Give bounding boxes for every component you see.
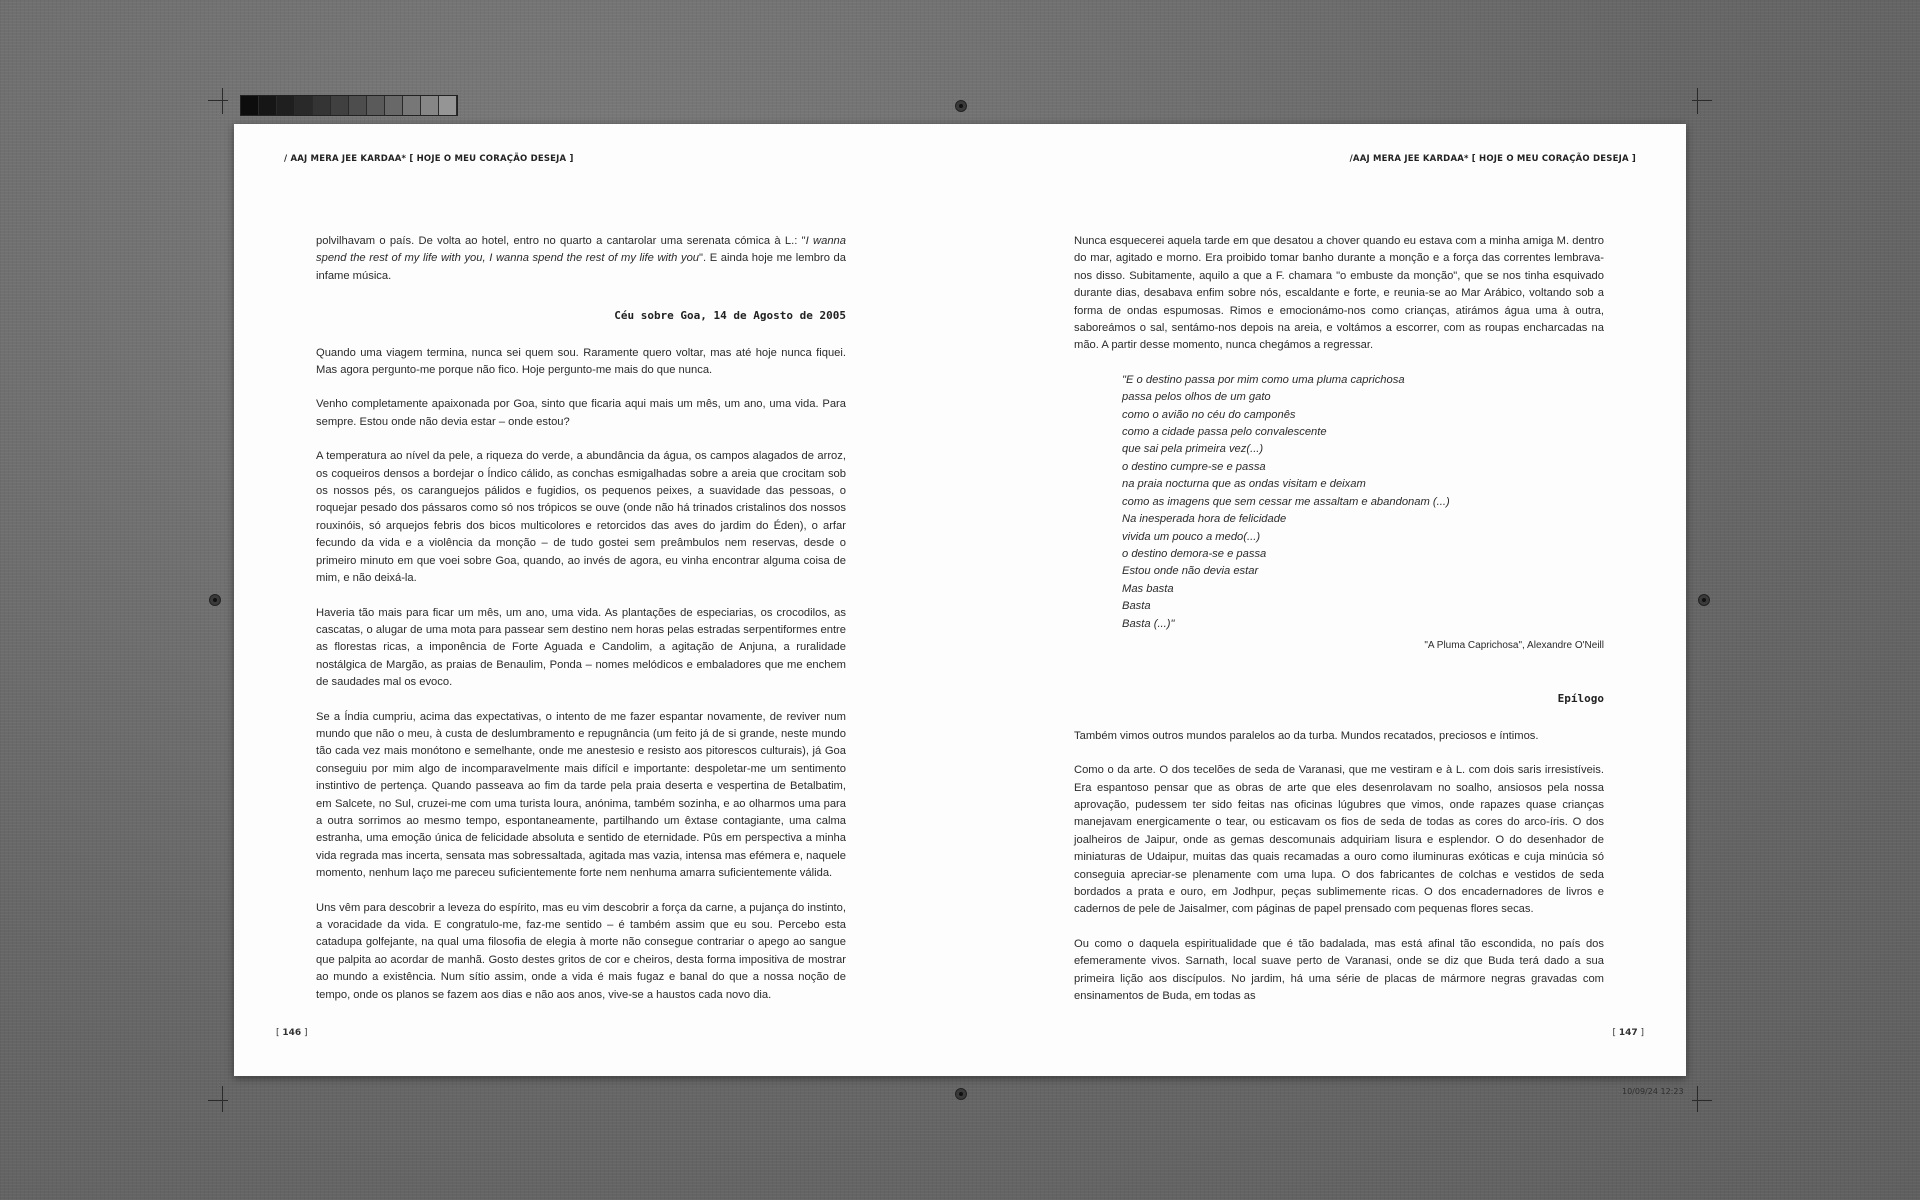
- color-swatch: [367, 96, 385, 115]
- poem-quote: [1122, 372, 1604, 633]
- poem-line: "E o destino passa por mim como uma pluma caprichosa: [1122, 373, 1405, 386]
- paragraph: A temperatura ao nível da pele, a riqueza do verde, a abundância da água, os campos alagados de arroz, os coqueiros densos a bordejar o Índico cálido, as conchas esmigalhadas sobre a areia que crocitam sob os nossos pés, os caranguejos pálidos e fugidios, os pequenos peixes, a suavidade das pessoas, o roquejar pesado dos pássaros como só nos trópicos se ouve (onde não há trinados cristalinos dos nossos rouxinóis, só arquejos febris dos bicos multicolores e retorcidos das aves do jardim do Éden), o arfar fecundo da vida e a violência da monção – de tudo gostei sem preâmbulos nem reservas, desde o primeiro minuto em que voei sobre Goa, quando, ao invés de agora, eu vinha encontrar alguma coisa de mim, e não deixá-la.: [316, 450, 846, 585]
- poem-line: o destino cumpre-se e passa: [1122, 460, 1266, 473]
- crop-mark: [1692, 100, 1712, 101]
- page-number-left: [ 146 ]: [276, 1028, 308, 1038]
- crop-mark: [222, 88, 223, 114]
- poem-line: vivida um pouco a medo(...): [1122, 530, 1261, 543]
- poem-line: Basta (...)": [1122, 617, 1175, 630]
- crop-mark: [1697, 88, 1698, 114]
- color-swatch: [439, 96, 457, 115]
- color-swatch: [403, 96, 421, 115]
- page-number-right: [ 147 ]: [1612, 1028, 1644, 1038]
- poem-line: na praia nocturna que as ondas visitam e deixam: [1122, 478, 1366, 491]
- running-head-left: / AAJ MERA JEE KARDAA* [ HOJE O MEU CORAÇÃO DESEJA ]: [284, 154, 574, 164]
- paragraph: Nunca esquecerei aquela tarde em que desatou a chover quando eu estava com a minha amiga M. dentro do mar, agitado e morno. Era proibido tomar banho durante a monção e a força das correntes lembrava-nos disso. Subitamente, aquilo a que a F. chamara "o embuste da monção", que se nos tinha esquivado durante dias, desabava enfim sobre nós, escaldante e forte, e reunia-se ao Mar Arábico, voltando sob a forma de ondas espumosas. Rimos e emocionámo-nos como crianças, atirámos água uma à outra, saboreámos o sal, sentámo-nos depois na areia, e voltámos a escorrer, com as roupas encharcadas na mão. A partir desse momento, nunca chegámos a regressar.: [1074, 235, 1604, 352]
- paragraph: Ou como o daquela espiritualidade que é tão badalada, mas está afinal tão escondida, no país dos efemeramente vivos. Sarnath, local suave perto de Varanasi, onde se diz que Buda terá dado a sua primeira lição aos discípulos. No jardim, há uma série de placas de mármore negras gravadas com ensinamentos de Buda, em todas as: [1074, 937, 1604, 1003]
- color-swatch: [277, 96, 295, 115]
- crop-mark: [1697, 1086, 1698, 1112]
- paragraph: Como o da arte. O dos tecelões de seda de Varanasi, que me vestiram e à L. com dois saris irresistíveis. Era espantoso pensar que as obras de arte que eles desenrolavam no soalho, ansiosos pela nossa aprovação, pudessem ter sido feitas nas oficinas lúgubres que vimos, onde rapazes quase crianças manejavam energicamente o tear, ou esticavam os fios de seda de todas as cores do arco-íris. O dos joalheiros de Jaipur, onde as gemas descomunais adquiriam lisura e esplendor. O do desenhador de miniaturas de Udaipur, muitas das quais recamadas a ouro como iluminuras exóticas e cuja minúcia só conseguia apreciar-se plenamente com uma lupa. O dos fabricantes de colchas e vestidos de seda bordados a prata e ouro, em Jodhpur, peças sublimemente ricas. O dos encadernadores de livros e cadernos de pele de Jaisalmer, com páginas de papel prensado com pequenas flores secas.: [1074, 764, 1604, 916]
- poem-line: Basta: [1122, 600, 1151, 613]
- registration-mark-icon: [955, 1088, 967, 1100]
- registration-mark-icon: [955, 100, 967, 112]
- poem-line: passa pelos olhos de um gato: [1122, 391, 1271, 404]
- poem-line: como a cidade passa pelo convalescente: [1122, 426, 1327, 439]
- registration-mark-icon: [209, 594, 221, 606]
- poem-line: como as imagens que sem cessar me assaltam e abandonam (...): [1122, 495, 1450, 508]
- poem-line: como o avião no céu do camponês: [1122, 408, 1296, 421]
- color-swatch: [349, 96, 367, 115]
- left-page-body: [316, 233, 846, 1021]
- color-swatch: [259, 96, 277, 115]
- registration-mark-icon: [1698, 594, 1710, 606]
- poem-line: Estou onde não devia estar: [1122, 565, 1259, 578]
- crop-mark: [208, 1100, 228, 1101]
- color-swatch: [241, 96, 259, 115]
- color-swatch: [421, 96, 439, 115]
- section-heading: Céu sobre Goa, 14 de Agosto de 2005: [614, 309, 846, 323]
- paragraph: Se a Índia cumpriu, acima das expectativas, o intento de me fazer espantar novamente, de reviver num mundo que não o meu, à custa de deslumbramento e repugnância (um feito já de si grande, neste mundo tão cada vez mais monótono e semelhante, onde me anestesio e resisto aos pitorescos culturais), já Goa conseguiu por mim algo de incomparavelmente mais difícil e importante: despoletar-me um sentimento instintivo de pertença. Quando passeava ao fim da tarde pela praia deserta e vespertina de Betalbatim, em Salcete, no Sul, cruzei-me com uma turista loura, anónima, também sozinha, e ao olharmos uma para a outra sorrimos ao mesmo tempo, espontaneamente, partilhando um êxtase contagiante, uma calma estranha, uma emoção única de felicidade absoluta e sentido de eternidade. Pûs em perspectiva a minha vida regrada mas incerta, sensata mas sobressaltada, agitada mas vazia, intensa mas efémera e, naquele momento, nenhum laço me pareceu suficientemente forte nem nenhuma amarra suficientemente válida.: [316, 710, 846, 880]
- crop-mark: [1692, 1100, 1712, 1101]
- right-page-body: [1074, 233, 1604, 1022]
- color-swatch: [313, 96, 331, 115]
- paragraph: Também vimos outros mundos paralelos ao da turba. Mundos recatados, preciosos e íntimos.: [1074, 729, 1539, 742]
- color-swatch: [385, 96, 403, 115]
- running-head-right: /AAJ MERA JEE KARDAA* [ HOJE O MEU CORAÇÃO DESEJA ]: [1349, 154, 1636, 164]
- paragraph: Quando uma viagem termina, nunca sei quem sou. Raramente quero voltar, mas até hoje nunca fiquei. Mas agora pergunto-me porque não fico. Hoje pergunto-me mais do que nunca.: [316, 346, 846, 377]
- crop-mark: [208, 100, 228, 101]
- crop-mark: [222, 1086, 223, 1112]
- poem-line: Mas basta: [1122, 582, 1174, 595]
- color-calibration-bar: [240, 95, 458, 116]
- print-timestamp: 10/09/24 12:23: [1622, 1087, 1684, 1096]
- paragraph: Uns vêm para descobrir a leveza do espírito, mas eu vim descobrir a força da carne, a pujança do instinto, a voracidade da vida. E congratulo-me, faz-me sentido – é também assim que eu sou. Percebo esta catadupa golfejante, na qual uma filosofia de elegia à morte não consegue contrariar o apego ao sangue que palpita ao acordar de manhã. Gosto destes gritos de cor e cheiros, desta forma impositiva de mostrar ao mundo a existência. Num sítio assim, onde a vida é mais fugaz e banal do que a nossa noção de tempo, onde os planos se fazem aos dias e não aos anos, vive-se a haustos cada novo dia.: [316, 901, 846, 1001]
- poem-attribution: "A Pluma Caprichosa", Alexandre O'Neill: [1424, 639, 1604, 651]
- poem-line: que sai pela primeira vez(...): [1122, 443, 1264, 456]
- color-swatch: [295, 96, 313, 115]
- section-heading: Epílogo: [1557, 692, 1604, 706]
- paragraph: Venho completamente apaixonada por Goa, sinto que ficaria aqui mais um mês, um ano, uma vida. Para sempre. Estou onde não devia estar – onde estou?: [316, 398, 846, 428]
- paragraph: polvilhavam o país. De volta ao hotel, entro no quarto a cantarolar uma serenata cómica à L.: "I wanna spend the rest of my life with you, I wanna spend the rest of my life with you". E ainda hoje me lembro da infame música.: [316, 235, 846, 282]
- paragraph: Haveria tão mais para ficar um mês, um ano, uma vida. As plantações de especiarias, os crocodilos, as cascatas, o alugar de uma mota para passear sem destino nem horas pelas estradas serpentiformes entre as florestas ricas, a imponência de Forte Aguada e Candolim, a agitação de Anjuna, a ruralidade nostálgica de Margão, as praias de Benaulim, Ponda – nomes melódicos e embaladores que me enchem de saudades mal os evoco.: [316, 606, 846, 689]
- color-swatch: [331, 96, 349, 115]
- book-spread: [234, 124, 1686, 1076]
- poem-line: o destino demora-se e passa: [1122, 547, 1267, 560]
- poem-line: Na inesperada hora de felicidade: [1122, 513, 1287, 526]
